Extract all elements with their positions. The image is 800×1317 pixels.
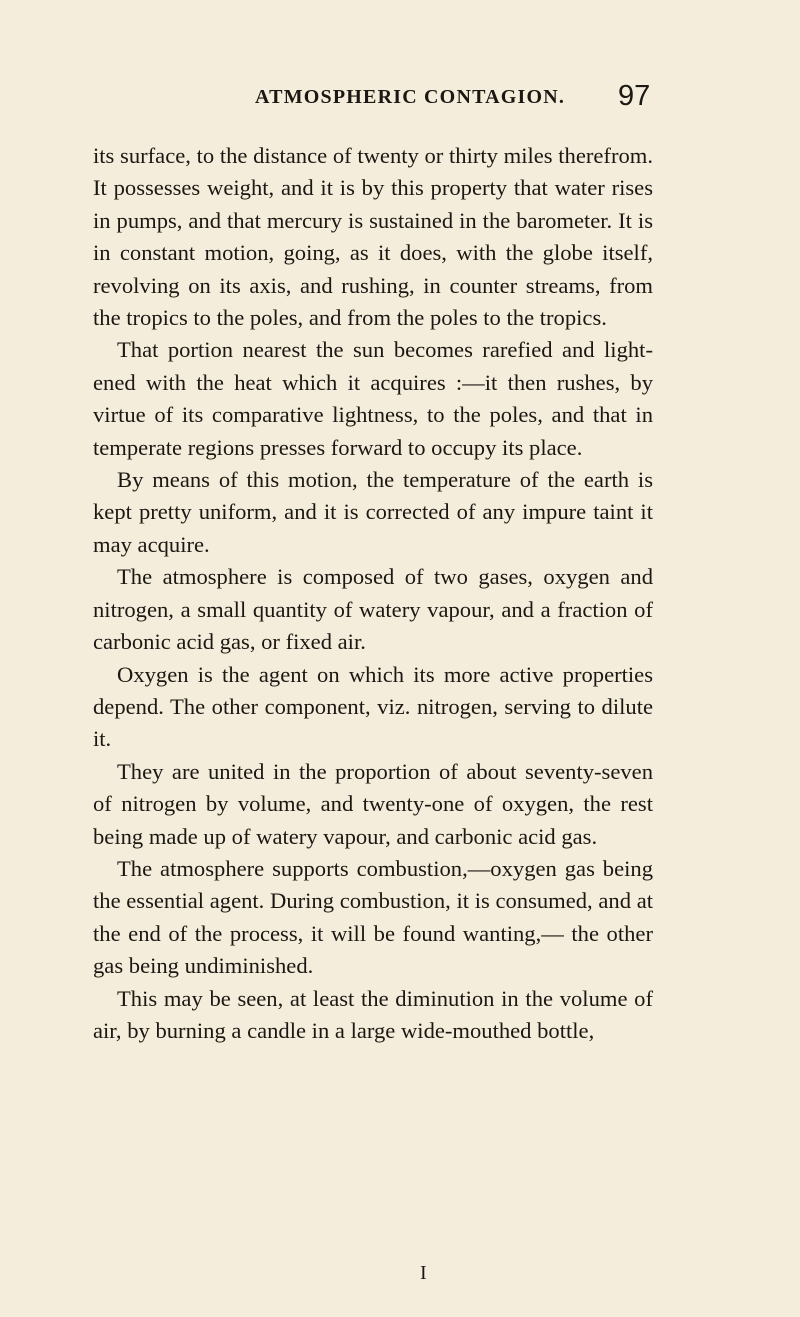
running-head: ATMOSPHERIC CONTAGION. xyxy=(255,86,566,108)
paragraph: Oxygen is the agent on which its more active properties depend. The other component, viz. nitrogen, serving to dilute it. xyxy=(93,661,653,752)
paragraph: The atmosphere is composed of two gases, oxygen and nitrogen, a small quantity of watery vapour, and a fraction of carbonic acid gas, or fixed air. xyxy=(93,564,653,655)
paragraph: They are united in the proportion of about seventy-seven of nitrogen by volume, and twenty-one of oxygen, the rest being made up of watery vapour, and carbonic acid gas. xyxy=(93,758,653,849)
paragraph: its surface, to the distance of twenty or thirty miles therefrom. It possesses weight, and it is by this property that water rises in pumps, and that mercury is sustained in the barometer. It is in constant motion, going, as it does, with the globe itself, revolving on its axis, and rushing, in counter streams, from the tropics to the poles, and from the poles to the tropics. xyxy=(93,143,653,331)
paragraph: By means of this motion, the temperature of the earth is kept pretty uniform, and it is corrected of any impure taint it may acquire. xyxy=(93,467,653,557)
body-text xyxy=(93,140,653,1047)
paragraph: That portion nearest the sun becomes rarefied and lightened with the heat which it acquires :—it then rushes, by virtue of its comparative lightness, to the poles, and that in temperate regions presses forward to occupy its place. xyxy=(93,337,653,460)
paragraph: This may be seen, at least the diminution in the volume of air, by burning a candle in a large wide-mouthed bottle, xyxy=(93,985,653,1043)
page-number: 97 xyxy=(618,80,651,112)
paragraph: The atmosphere supports combustion,—oxygen gas being the essential agent. During combustion, it is consumed, and at the end of the process, it will be found wanting,— the other gas being undiminished. xyxy=(93,855,653,979)
signature-mark: I xyxy=(420,1262,427,1284)
